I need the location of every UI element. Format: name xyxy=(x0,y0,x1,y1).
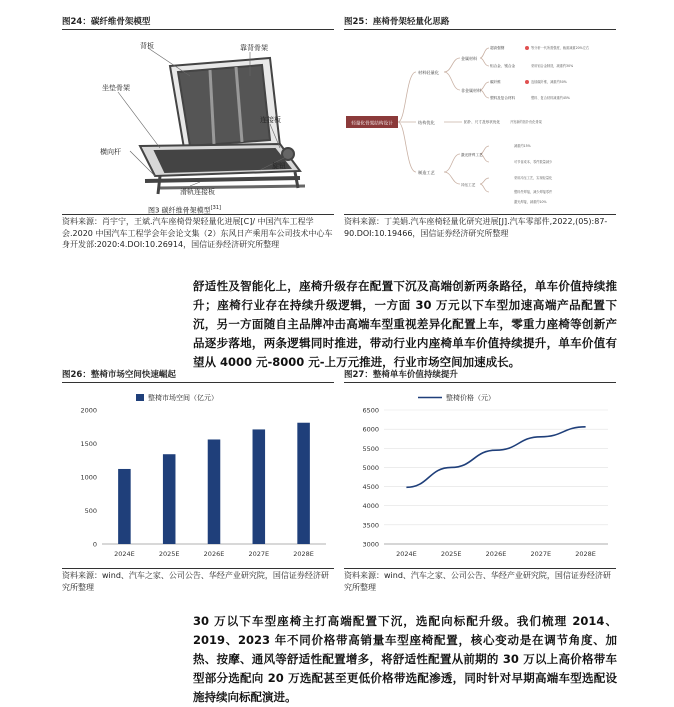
fig24-label-connect-plate: 连接板 xyxy=(260,115,281,124)
fig24-label-cross-bar: 横向杆 xyxy=(100,147,121,156)
fig26-source-rule xyxy=(62,568,334,569)
paragraph-config-downward: 30 万以下车型座椅主打高端配置下沉，选配向标配升级。我们梳理 2014、2019、2023 年不同价格带高销量车型座椅配置，核心变动是在调节角度、加热、按摩、通风等舒适性配置增多，将舒适性配置从前期的 30 万以上高价格带车型部分选配向 20 万选配甚至更低价格带选配渗透，同时针对早期高端车型选配设施持续向标配演进。 xyxy=(193,612,617,707)
fig25-highlight-dot xyxy=(525,80,529,84)
fig24-label-back-plate: 背板 xyxy=(140,41,154,50)
fig25-sub-nonmetal: 非金属材料 xyxy=(461,87,481,93)
x-tick-label: 2026E xyxy=(486,550,507,558)
fig27-line-chart xyxy=(344,386,616,566)
legend-label: 整椅市场空间（亿元） xyxy=(148,393,218,402)
paragraph-seat-upgrade: 舒适性及智能化上，座椅升级存在配置下沉及高端创新两条路径，单车价值持续推升；座椅行业存在持续升级逻辑，一方面 30 万元以下车型加速高端产品配置下沉，另一方面随自主品牌冲击高端车型重视差异化配置上车，零重力座椅等创新产品逐步落地，两条逻辑同时推进，带动行业内座椅单车价值持续提升，单车价值有望从 4000 元-8000 元-上万元推进，行业市场空间加速成长。 xyxy=(193,277,617,372)
y-tick-label: 1500 xyxy=(80,440,97,448)
y-tick-label: 0 xyxy=(93,541,97,549)
x-tick-label: 2028E xyxy=(575,550,596,558)
fig26-rule xyxy=(62,382,334,383)
fig25-source-rule xyxy=(344,214,616,215)
fig25-highlight-dot xyxy=(525,46,529,50)
fig24-label-backrest-frame: 靠背骨架 xyxy=(240,43,268,52)
legend-swatch xyxy=(136,394,144,401)
x-tick-label: 2027E xyxy=(248,550,269,558)
fig26-source: 资料来源：wind、汽车之家、公司公告、华经产业研究院，国信证券经济研究所整理 xyxy=(62,570,334,593)
fig24-label-knob: 旋钮 xyxy=(272,161,286,170)
x-tick-label: 2026E xyxy=(204,550,225,558)
x-tick-label: 2024E xyxy=(396,550,417,558)
bar xyxy=(253,429,266,544)
fig25-note-1: 采用铝合金制造，减重约30% xyxy=(531,63,573,68)
fig24-source: 资料来源：肖宇宁，王斌.汽车座椅骨架轻量化进展[C]/ 中国汽车工程学会.2020 中国汽车工程学会年会论文集（2）东风日产乘用车公司技术中心车身开发部:2020:4.DOI:10.26914，国信证券经济研究所整理 xyxy=(62,216,334,251)
seat-frame-drawing xyxy=(100,36,330,206)
x-tick-label: 2025E xyxy=(159,550,180,558)
fig25-sub-metal: 金属材料 xyxy=(461,55,477,61)
series-line xyxy=(406,427,585,487)
fig26-bar-chart xyxy=(62,386,334,566)
fig25-leaf-4: 拓扑、尺寸及形状优化 xyxy=(464,119,500,124)
bar xyxy=(208,439,221,544)
fig25-branch-process: 制造工艺 xyxy=(418,169,435,176)
fig25-center-label: 轻量化骨架结构设计 xyxy=(351,120,393,127)
x-tick-label: 2025E xyxy=(441,550,462,558)
fig25-branch-material: 材料轻量化 xyxy=(418,69,440,76)
bar xyxy=(163,454,176,544)
fig27-source: 资料来源：wind、汽车之家、公司公告、华经产业研究院，国信证券经济研究所整理 xyxy=(344,570,616,593)
legend-label: 整椅价格（元） xyxy=(446,393,495,402)
x-tick-label: 2027E xyxy=(530,550,551,558)
y-tick-label: 5000 xyxy=(362,464,379,472)
fig25-source: 资料来源：丁美娟.汽车座椅轻量化研究进展[J].汽车零部件,2022,(05):87-90.DOI:10.19466，国信证券经济研究所整理 xyxy=(344,216,616,239)
fig25-leaf-1: 铝合金、镁合金 xyxy=(490,63,516,68)
fig25-note-7: 采用冲压工艺，实现轻量化 xyxy=(514,175,553,180)
fig25-note-8: 塑料件焊接，减少焊接零件 xyxy=(514,189,553,194)
fig24-title: 图24：碳纤维骨架模型 xyxy=(62,15,150,27)
fig25-note-6: 可节省成本，零件数量减少 xyxy=(514,159,553,164)
fig24-label-rail-plate: 滑轨连接板 xyxy=(180,187,215,196)
y-tick-label: 1000 xyxy=(80,474,97,482)
fig25-note-9: 激光焊接，减重约10% xyxy=(514,199,547,204)
x-tick-label: 2028E xyxy=(293,550,314,558)
fig24-image xyxy=(100,36,330,206)
y-tick-label: 6500 xyxy=(362,407,379,415)
y-tick-label: 3500 xyxy=(362,521,379,529)
fig25-leaf-3: 塑料及复合材料 xyxy=(490,95,516,100)
fig25-branch-structure: 结构优化 xyxy=(418,119,436,126)
bar xyxy=(297,423,310,544)
y-tick-label: 2000 xyxy=(80,407,97,415)
fig24-label-cushion-frame: 坐垫骨架 xyxy=(102,83,130,92)
fig25-note-0: 等分析一代所需强度，截面减重20%左右 xyxy=(531,45,590,50)
fig27-rule xyxy=(344,382,616,383)
fig25-note-2: 连续碳纤维，减重约50% xyxy=(531,79,567,84)
x-tick-label: 2024E xyxy=(114,550,135,558)
fig25-note-5: 减重约15% xyxy=(514,143,531,148)
y-tick-label: 3000 xyxy=(362,541,379,549)
fig25-leaf-6: 冲压工艺 xyxy=(461,182,476,187)
fig26-title: 图26：整椅市场空间快速崛起 xyxy=(62,368,176,380)
fig25-leaf-5: 激光拼焊工艺 xyxy=(461,152,483,157)
fig24-caption-ref: [31] xyxy=(211,205,221,211)
y-tick-label: 4500 xyxy=(362,483,379,491)
fig27-title: 图27：整椅单车价值持续提升 xyxy=(344,368,458,380)
fig25-title: 图25：座椅骨架轻量化思路 xyxy=(344,15,449,27)
fig25-leaf-2: 碳纤维 xyxy=(490,79,501,84)
y-tick-label: 500 xyxy=(85,507,97,515)
bar xyxy=(118,469,131,544)
y-tick-label: 4000 xyxy=(362,502,379,510)
fig25-note-4: 开发新的拓扑优化骨架 xyxy=(510,119,543,124)
y-tick-label: 5500 xyxy=(362,445,379,453)
fig25-rule xyxy=(344,29,616,30)
fig25-leaf-0: 超高强钢 xyxy=(490,45,505,50)
fig25-note-3: 塑料、复合材料减重约45% xyxy=(531,95,570,100)
fig27-source-rule xyxy=(344,568,616,569)
fig24-source-rule xyxy=(62,214,334,215)
y-tick-label: 6000 xyxy=(362,426,379,434)
fig25-mindmap xyxy=(344,32,616,208)
fig24-caption-text: 图3 碳纤维骨架模型 xyxy=(148,206,211,214)
fig24-rule xyxy=(62,29,334,30)
